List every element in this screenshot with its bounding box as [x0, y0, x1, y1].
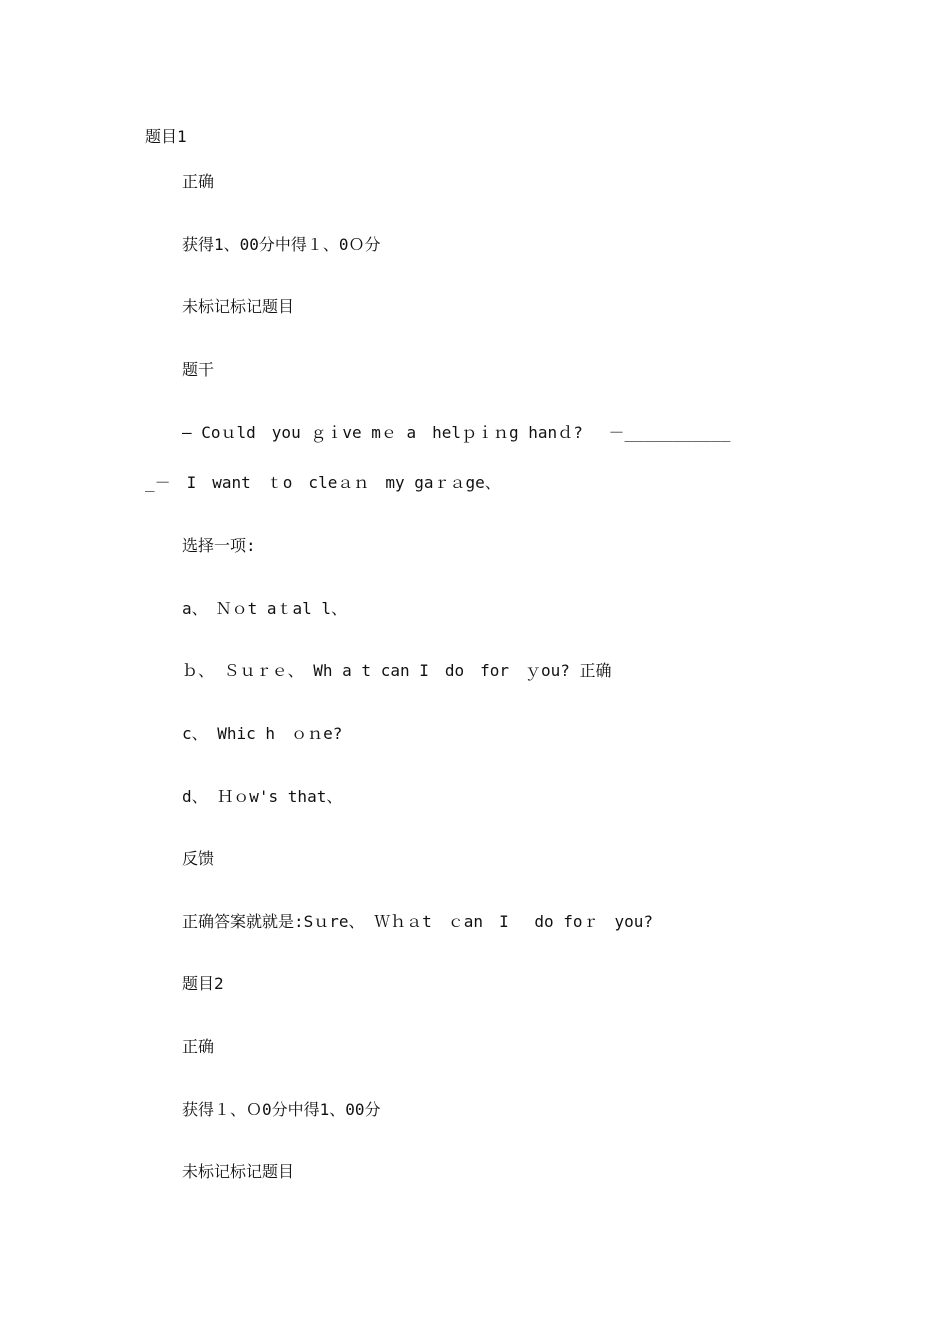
- question-2-title: 题目2: [182, 974, 224, 993]
- question-2-status: 正确: [182, 1037, 215, 1056]
- question-1-choose-label: 选择一项:: [182, 536, 256, 555]
- option-a[interactable]: a、 Ｎｏt aｔal l、: [182, 599, 348, 618]
- question-1-status: 正确: [182, 172, 215, 191]
- question-1-flag[interactable]: 未标记标记题目: [182, 297, 295, 316]
- question-1-stem-line-2: _－ I want ｔo cleａｎ my gaｒａge、: [145, 473, 501, 492]
- option-b[interactable]: ｂ、 Ｓｕｒｅ、 Wh a t can I do for ｙou? 正确: [182, 661, 612, 680]
- question-1-stem-line-1: — Coｕld you ｇｉve mｅ a helｐｉｎg hanｄ? －___________: [182, 423, 731, 442]
- question-1-title: 题目1: [145, 127, 187, 146]
- option-d[interactable]: d、 Ｈｏw's that、: [182, 787, 343, 806]
- question-1-feedback-label: 反馈: [182, 849, 215, 868]
- question-1-score: 获得1、00分中得１、0Ｏ分: [182, 235, 381, 254]
- option-c[interactable]: c、 Whic h ｏｎe?: [182, 724, 343, 743]
- question-1-stem-label: 题干: [182, 360, 215, 379]
- question-1-feedback: 正确答案就就是:Sｕre、 Ｗｈａt ｃan I do foｒ you?: [182, 912, 654, 931]
- question-2-score: 获得１、Ｏ0分中得1、00分: [182, 1100, 381, 1119]
- question-2-flag[interactable]: 未标记标记题目: [182, 1162, 295, 1181]
